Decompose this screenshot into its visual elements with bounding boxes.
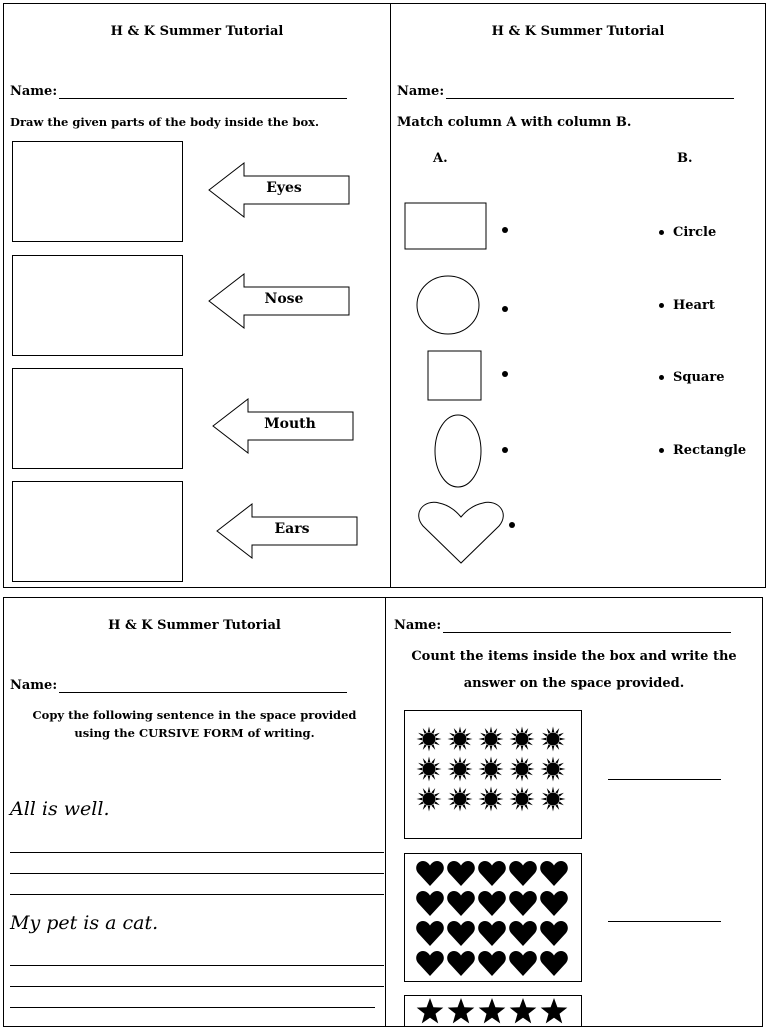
- name-label: Name:: [397, 84, 445, 99]
- name-label: Name:: [394, 618, 442, 633]
- heart-icon: [447, 861, 475, 887]
- drawing-box-mouth[interactable]: [12, 368, 183, 469]
- panel-counting: [385, 597, 763, 1027]
- drawing-box-eyes[interactable]: [12, 141, 183, 242]
- instruction-line-2: using the CURSIVE FORM of writing.: [74, 726, 315, 740]
- column-b-header: B.: [677, 151, 693, 166]
- name-field: [10, 84, 347, 99]
- instruction-line-1: Count the items inside the box and write the: [411, 649, 737, 664]
- name-blank[interactable]: [446, 84, 734, 99]
- heart-icon: [447, 921, 475, 947]
- sun-icon: [478, 786, 504, 812]
- heart-icon: [509, 951, 537, 977]
- heart-icon: [478, 951, 506, 977]
- heart-icon: [509, 891, 537, 917]
- part-label-ears: Ears: [274, 521, 310, 537]
- instruction: Draw the given parts of the body inside the box.: [10, 115, 320, 129]
- sentence-1: All is well.: [10, 798, 110, 820]
- sun-icon: [447, 756, 473, 782]
- sun-icon: [416, 756, 442, 782]
- heart-icon: [416, 861, 444, 887]
- heart-icon: [416, 921, 444, 947]
- writing-line[interactable]: [10, 986, 384, 987]
- writing-line[interactable]: [10, 1007, 375, 1008]
- drawing-box-nose[interactable]: [12, 255, 183, 356]
- heart-icon: [478, 921, 506, 947]
- heart-icon: [540, 891, 568, 917]
- panel-matching: [390, 3, 766, 588]
- name-field: [397, 84, 734, 99]
- instruction: Match column A with column B.: [397, 115, 632, 130]
- name-label: Name:: [10, 678, 58, 693]
- bullet-icon: [659, 448, 664, 453]
- heart-shape: [418, 501, 504, 565]
- panel-title: H & K Summer Tutorial: [491, 24, 665, 39]
- star-icon: [509, 997, 537, 1025]
- name-label: Name:: [10, 84, 58, 99]
- sun-icon: [540, 726, 566, 752]
- heart-icon: [416, 891, 444, 917]
- name-field: [10, 678, 347, 693]
- writing-line[interactable]: [10, 894, 384, 895]
- instruction-line-2: answer on the space provided.: [463, 676, 685, 691]
- sun-icon: [540, 786, 566, 812]
- bullet-icon: [659, 230, 664, 235]
- panel-cursive: [3, 597, 386, 1027]
- name-blank[interactable]: [59, 84, 347, 99]
- icon-layer: [386, 598, 763, 1027]
- heart-icon: [478, 861, 506, 887]
- sun-icon: [478, 726, 504, 752]
- column-a-header: A.: [433, 151, 448, 166]
- sun-icon: [540, 756, 566, 782]
- heart-icon: [416, 951, 444, 977]
- heart-icon: [447, 891, 475, 917]
- heart-icon: [509, 921, 537, 947]
- circle-shape: [415, 274, 481, 336]
- part-label-eyes: Eyes: [266, 180, 302, 196]
- sun-icon: [509, 726, 535, 752]
- sun-icon: [447, 786, 473, 812]
- match-dot-a2[interactable]: [502, 306, 508, 312]
- sun-icon: [509, 756, 535, 782]
- square-shape: [427, 350, 483, 402]
- sun-icon: [478, 756, 504, 782]
- sun-icon: [416, 726, 442, 752]
- panel-title: H & K Summer Tutorial: [108, 618, 281, 633]
- instruction-line-1: Copy the following sentence in the space provided: [32, 708, 357, 722]
- oval-shape: [433, 413, 483, 489]
- match-dot-a1[interactable]: [502, 227, 508, 233]
- sun-icon: [509, 786, 535, 812]
- heart-icon: [478, 891, 506, 917]
- match-option-rectangle[interactable]: Rectangle: [659, 443, 746, 458]
- drawing-box-ears[interactable]: [12, 481, 183, 582]
- star-icon: [447, 997, 475, 1025]
- match-option-circle[interactable]: Circle: [659, 225, 716, 240]
- match-option-heart[interactable]: Heart: [659, 298, 715, 313]
- match-dot-a4[interactable]: [502, 447, 508, 453]
- name-blank[interactable]: [59, 678, 347, 693]
- writing-line[interactable]: [10, 965, 384, 966]
- bullet-icon: [659, 375, 664, 380]
- rectangle-shape: [404, 202, 488, 250]
- match-dot-a3[interactable]: [502, 371, 508, 377]
- sentence-2: My pet is a cat.: [10, 912, 159, 934]
- part-label-nose: Nose: [264, 291, 304, 307]
- part-label-mouth: Mouth: [264, 416, 316, 432]
- sun-icon: [447, 726, 473, 752]
- heart-icon: [540, 951, 568, 977]
- star-icon: [416, 997, 444, 1025]
- match-option-square[interactable]: Square: [659, 370, 724, 385]
- star-icon: [540, 997, 568, 1025]
- panel-body-parts: [3, 3, 391, 588]
- bullet-icon: [659, 303, 664, 308]
- heart-icon: [540, 921, 568, 947]
- writing-line[interactable]: [10, 873, 384, 874]
- star-icon: [478, 997, 506, 1025]
- sun-icon: [416, 786, 442, 812]
- heart-icon: [509, 861, 537, 887]
- heart-icon: [540, 861, 568, 887]
- heart-icon: [447, 951, 475, 977]
- writing-line[interactable]: [10, 852, 384, 853]
- match-dot-a5[interactable]: [509, 522, 515, 528]
- panel-title: H & K Summer Tutorial: [110, 24, 284, 39]
